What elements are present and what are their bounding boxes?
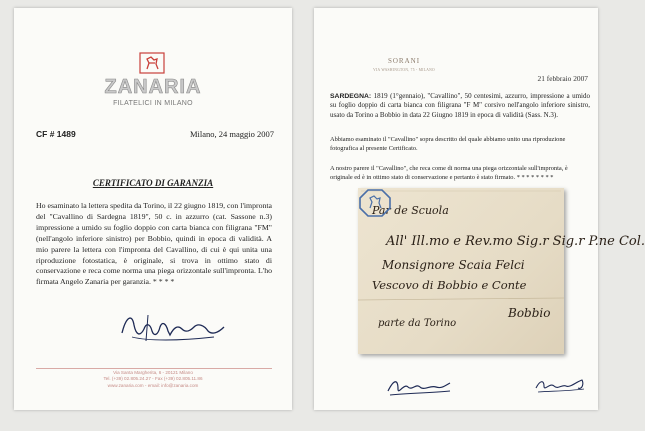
heading-label: SARDEGNA:	[330, 93, 372, 100]
horse-emblem-icon	[139, 52, 165, 74]
brand-name: SORANI	[387, 57, 421, 65]
certificate-title	[14, 178, 292, 188]
brand-name: ZANARIA	[104, 76, 202, 98]
heading-text: 1819 (1°gennaio), "Cavallino", 50 centesimi, azzurro, impressione a umido su foglio doppio di carta bianca con filigrana "F M" corsivo nell'angolo inferiore sinistro, usato da Torino a Bobbio in data 22 Giugno 1819 in epoca di validità (Sass. N.3).	[330, 92, 591, 119]
certificate-body: Ho esaminato la lettera spedita da Torino, il 22 giugno 1819, con l'impronta del "Cavallino di Sardegna 1819", 50 c. in azzurro (cat. Sassone n.3) impressione a umido su foglio doppio con carta bianca con filigrana "FM" (nell'angolo inferiore sinistro) per Bobbio, quindi in epoca di validità. A mio parere la lettera con l'impronta del Cavallino, di cui è qui unita una riproduzione fotostatica, è originale, si trova in ottimo stato di conservazione e reca come norma una piega orizzontale sull'impronta. L'ho firmata Angelo Zanaria per garanzia. * * * *	[36, 201, 272, 287]
footer-divider	[36, 368, 272, 369]
certificate-footer	[14, 370, 292, 389]
certificate-title-text: CERTIFICATO DI GARANZIA	[92, 178, 214, 188]
cavallino-stamp-icon	[358, 188, 392, 218]
certificate-paragraph-2: A nostro parere il "Cavallino", che reca come di norma una piega orizzontale sull'impronta, è originale ed è in ottimo stato di conservazione e pertanto è stato firmato. * * * * * * * *	[330, 165, 568, 181]
letter-line-3: Monsignore Scaia Felci	[382, 258, 525, 272]
sorani-certificate	[314, 8, 645, 410]
zanaria-certificate	[14, 8, 292, 410]
letter-destination: Bobbio	[508, 306, 551, 320]
footer-phone: Tel. (+39) 02.805.24.27 - Fax (+39) 02.805.11.86	[103, 376, 203, 382]
certificate-date: 21 febbraio 2007	[537, 74, 588, 83]
certificate-date: Milano, 24 maggio 2007	[189, 129, 274, 139]
certificate-number: CF # 1489	[36, 129, 76, 139]
brand-subtitle: FILATELICI IN MILANO	[113, 100, 193, 107]
certificate-paragraph-1: Abbiamo esaminato il "Cavallino" sopra descritto del quale abbiamo unito una riproduzione fotografica al presente Certificato.	[330, 136, 566, 152]
footer-web: www.zanaria.com - email: info@zanaria.com	[107, 382, 199, 388]
certificate-heading	[330, 92, 590, 120]
letter-line-1: Par de Scuola	[372, 204, 449, 217]
handwritten-signature	[532, 374, 588, 396]
letter-origin-city: Torino	[423, 318, 457, 329]
letter-photo	[358, 188, 645, 354]
letter-line-2: All' Ill.mo e Rev.mo Sig.r Sig.r P.ne Col.	[386, 234, 645, 249]
letter-postmark-prefix: parte da	[378, 318, 421, 329]
brand-address: VIA WASHINGTON, 75 - MILANO	[373, 68, 435, 72]
letter-origin	[378, 318, 456, 329]
handwritten-signature	[118, 307, 228, 345]
handwritten-signature	[384, 373, 454, 399]
footer-address: Via Santa Margherita, 6 - 20121 Milano	[113, 370, 193, 375]
letter-line-4: Vescovo di Bobbio e Conte	[372, 278, 527, 292]
